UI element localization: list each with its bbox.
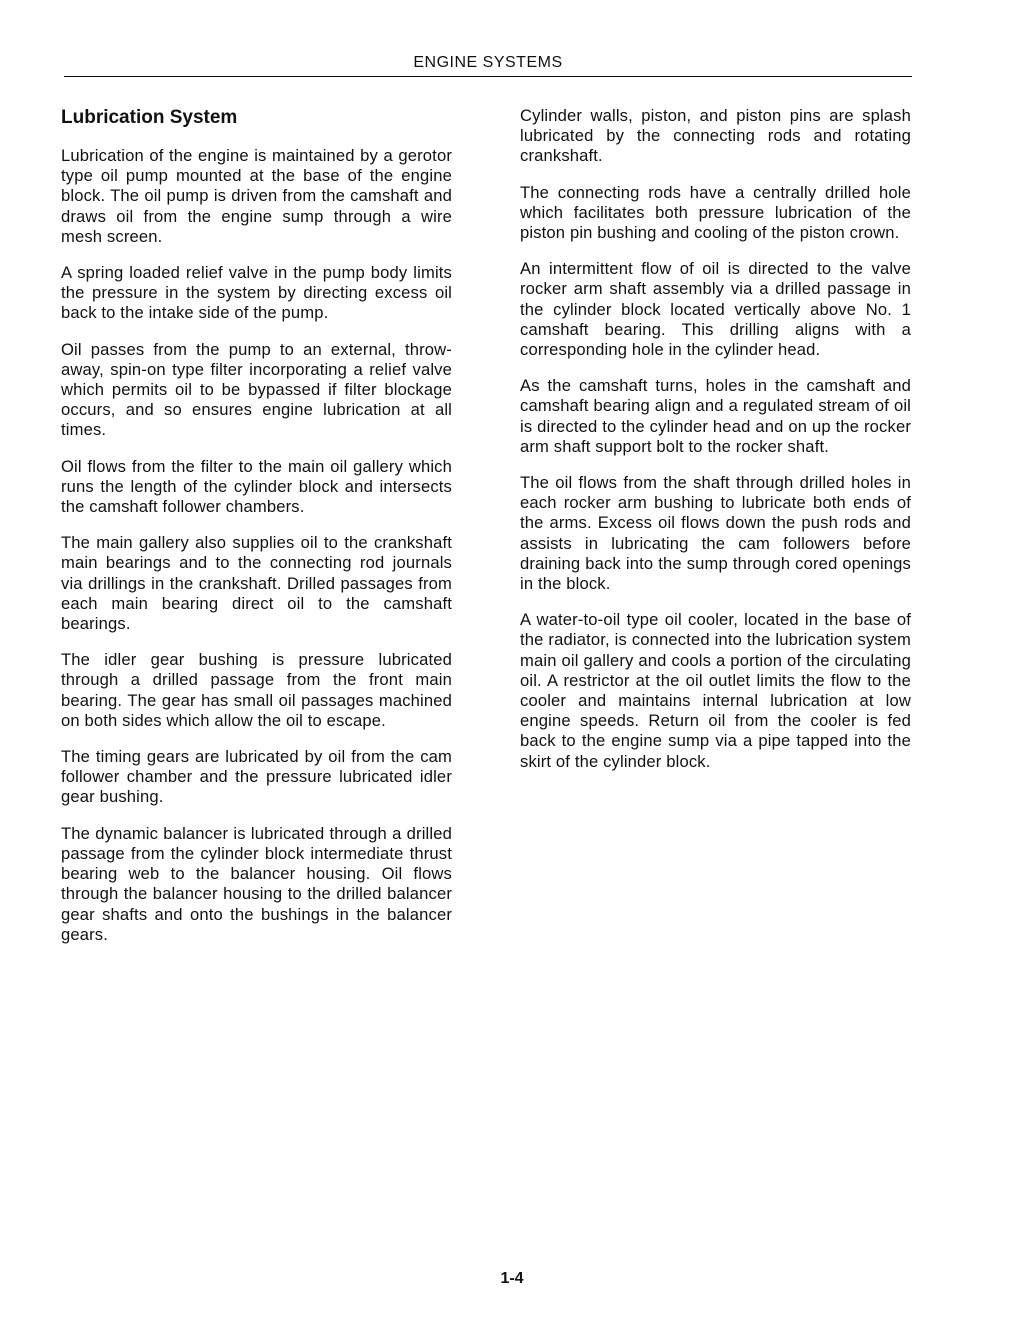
right-column xyxy=(520,106,911,788)
paragraph-oil-pump: Lubrication of the engine is maintained by a gerotor type oil pump mounted at the base of the engine block. The oil pump is driven from the camshaft and draws oil from the engine sump through a wire mesh screen. xyxy=(61,146,452,246)
paragraph-rocker-shaft-flow: An intermittent flow of oil is directed to the valve rocker arm shaft assembly via a drilled passage in the cylinder block located vertically above No. 1 camshaft bearing. This drilling aligns with a corresponding hole in the cylinder head. xyxy=(520,259,911,360)
paragraph-oil-cooler: A water-to-oil type oil cooler, located in the base of the radiator, is connected into the lubrication system main oil gallery and cools a portion of the circulating oil. A restrictor at the oil outlet limits the flow to the cooler and maintains internal lubrication at low engine speeds. Return oil from the cooler is fed back to the engine sump via a pipe tapped into the skirt of the cylinder block. xyxy=(520,610,911,771)
paragraph-splash-lubrication: Cylinder walls, piston, and piston pins are splash lubricated by the connecting rods and rotating crankshaft. xyxy=(520,106,911,166)
page-number: 1-4 xyxy=(500,1270,524,1287)
paragraph-timing-gears: The timing gears are lubricated by oil from the cam follower chamber and the pressure lubricated idler gear bushing. xyxy=(61,747,452,807)
paragraph-camshaft-holes: As the camshaft turns, holes in the camshaft and camshaft bearing align and a regulated stream of oil is directed to the cylinder head and on up the rocker arm shaft support bolt to the rocker shaft. xyxy=(520,376,911,456)
paragraph-main-gallery-supply: The main gallery also supplies oil to the crankshaft main bearings and to the connecting rod journals via drillings in the crankshaft. Drilled passages from each main bearing direct oil to the camshaft bearings. xyxy=(61,533,452,634)
left-column xyxy=(61,106,452,961)
paragraph-rocker-arm-bushing: The oil flows from the shaft through drilled holes in each rocker arm bushing to lubricate both ends of the arms. Excess oil flows down the push rods and assists in lubricating the cam followers before draining back into the sump through cored openings in the block. xyxy=(520,473,911,594)
page-header: ENGINE SYSTEMS xyxy=(413,54,563,71)
header-rule xyxy=(64,76,912,77)
section-title: Lubrication System xyxy=(61,107,238,128)
paragraph-idler-gear: The idler gear bushing is pressure lubricated through a drilled passage from the front main bearing. The gear has small oil passages machined on both sides which allow the oil to escape. xyxy=(61,650,452,730)
paragraph-connecting-rods: The connecting rods have a centrally drilled hole which facilitates both pressure lubrication of the piston pin bushing and cooling of the piston crown. xyxy=(520,182,911,243)
paragraph-oil-filter: Oil passes from the pump to an external, throw-away, spin-on type filter incorporating a relief valve which permits oil to be bypassed if filter blockage occurs, and so ensures engine lubrication at all times. xyxy=(61,339,452,440)
paragraph-relief-valve: A spring loaded relief valve in the pump body limits the pressure in the system by directing excess oil back to the intake side of the pump. xyxy=(61,263,452,323)
paragraph-main-gallery-flow: Oil flows from the filter to the main oil gallery which runs the length of the cylinder block and intersects the camshaft follower chambers. xyxy=(61,456,452,517)
paragraph-dynamic-balancer: The dynamic balancer is lubricated through a drilled passage from the cylinder block intermediate thrust bearing web to the balancer housing. Oil flows through the balancer housing to the drilled balancer gear shafts and onto the bushings in the balancer gears. xyxy=(61,823,452,944)
